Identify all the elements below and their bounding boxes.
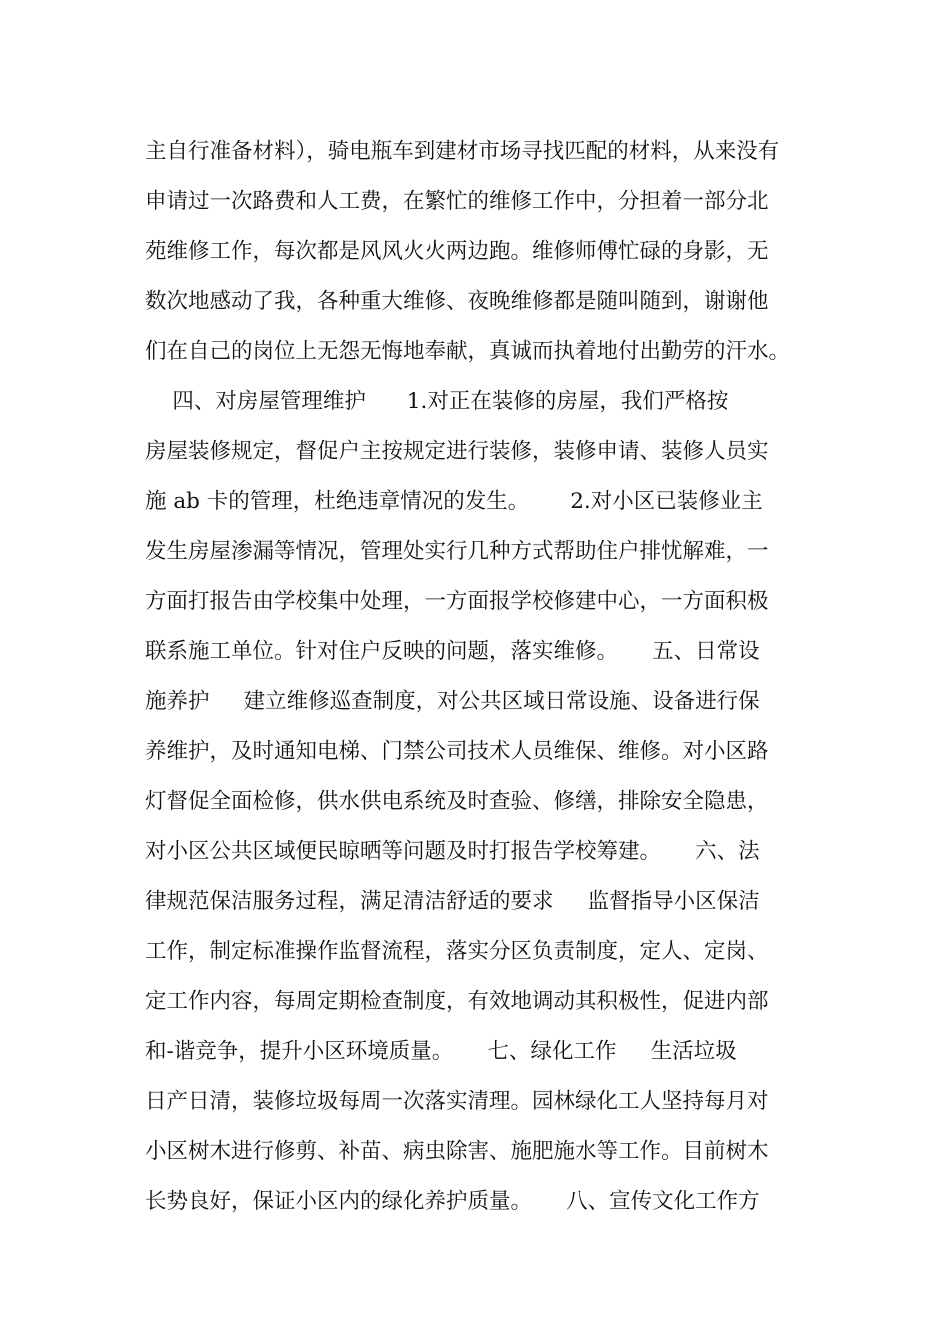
text-line: 养维护，及时通知电梯、门禁公司技术人员维保、维修。对小区路 (145, 739, 769, 764)
text-line: 施养护 建立维修巡查制度，对公共区域日常设施、设备进行保 (145, 689, 760, 714)
text-line: 长势良好，保证小区内的绿化养护质量。 八、宣传文化工作方 (145, 1189, 760, 1214)
text-line: 主自行准备材料），骑电瓶车到建材市场寻找匹配的材料，从来没有 (145, 139, 780, 164)
text-line: 们在自己的岗位上无怨无悔地奉献，真诚而执着地付出勤劳的汗水。 (145, 339, 791, 364)
text-line: 施 ab 卡的管理，杜绝违章情况的发生。 2.对小区已装修业主 (145, 489, 763, 514)
text-line: 联系施工单位。针对住户反映的问题，落实维修。 五、日常设 (145, 639, 760, 664)
text-line: 四、对房屋管理维护 1.对正在装修的房屋，我们严格按 (145, 389, 729, 414)
text-line: 日产日清，装修垃圾每周一次落实清理。园林绿化工人坚持每月对 (145, 1089, 769, 1114)
text-line: 方面打报告由学校集中处理，一方面报学校修建中心，一方面积极 (145, 589, 769, 614)
text-line: 定工作内容，每周定期检查制度，有效地调动其积极性，促进内部 (145, 989, 769, 1014)
text-line: 对小区公共区域便民晾晒等问题及时打报告学校筹建。 六、法 (145, 839, 760, 864)
text-line: 灯督促全面检修，供水供电系统及时查验、修缮，排除安全隐患， (145, 789, 769, 814)
text-line: 发生房屋渗漏等情况，管理处实行几种方式帮助住户排忧解难，一 (145, 539, 769, 564)
text-line: 数次地感动了我，各种重大维修、夜晚维修都是随叫随到，谢谢他 (145, 289, 769, 314)
text-line: 申请过一次路费和人工费，在繁忙的维修工作中，分担着一部分北 (145, 189, 769, 214)
text-line: 苑维修工作，每次都是风风火火两边跑。维修师傅忙碌的身影，无 (145, 239, 769, 264)
text-line: 房屋装修规定，督促户主按规定进行装修，装修申请、装修人员实 (145, 439, 769, 464)
text-line: 律规范保洁服务过程，满足清洁舒适的要求 监督指导小区保洁 (145, 889, 760, 914)
text-line: 和-谐竞争，提升小区环境质量。 七、绿化工作 生活垃圾 (145, 1039, 737, 1064)
text-line: 小区树木进行修剪、补苗、病虫除害、施肥施水等工作。目前树木 (145, 1139, 769, 1164)
text-line: 工作，制定标准操作监督流程，落实分区负责制度，定人、定岗、 (145, 939, 769, 964)
